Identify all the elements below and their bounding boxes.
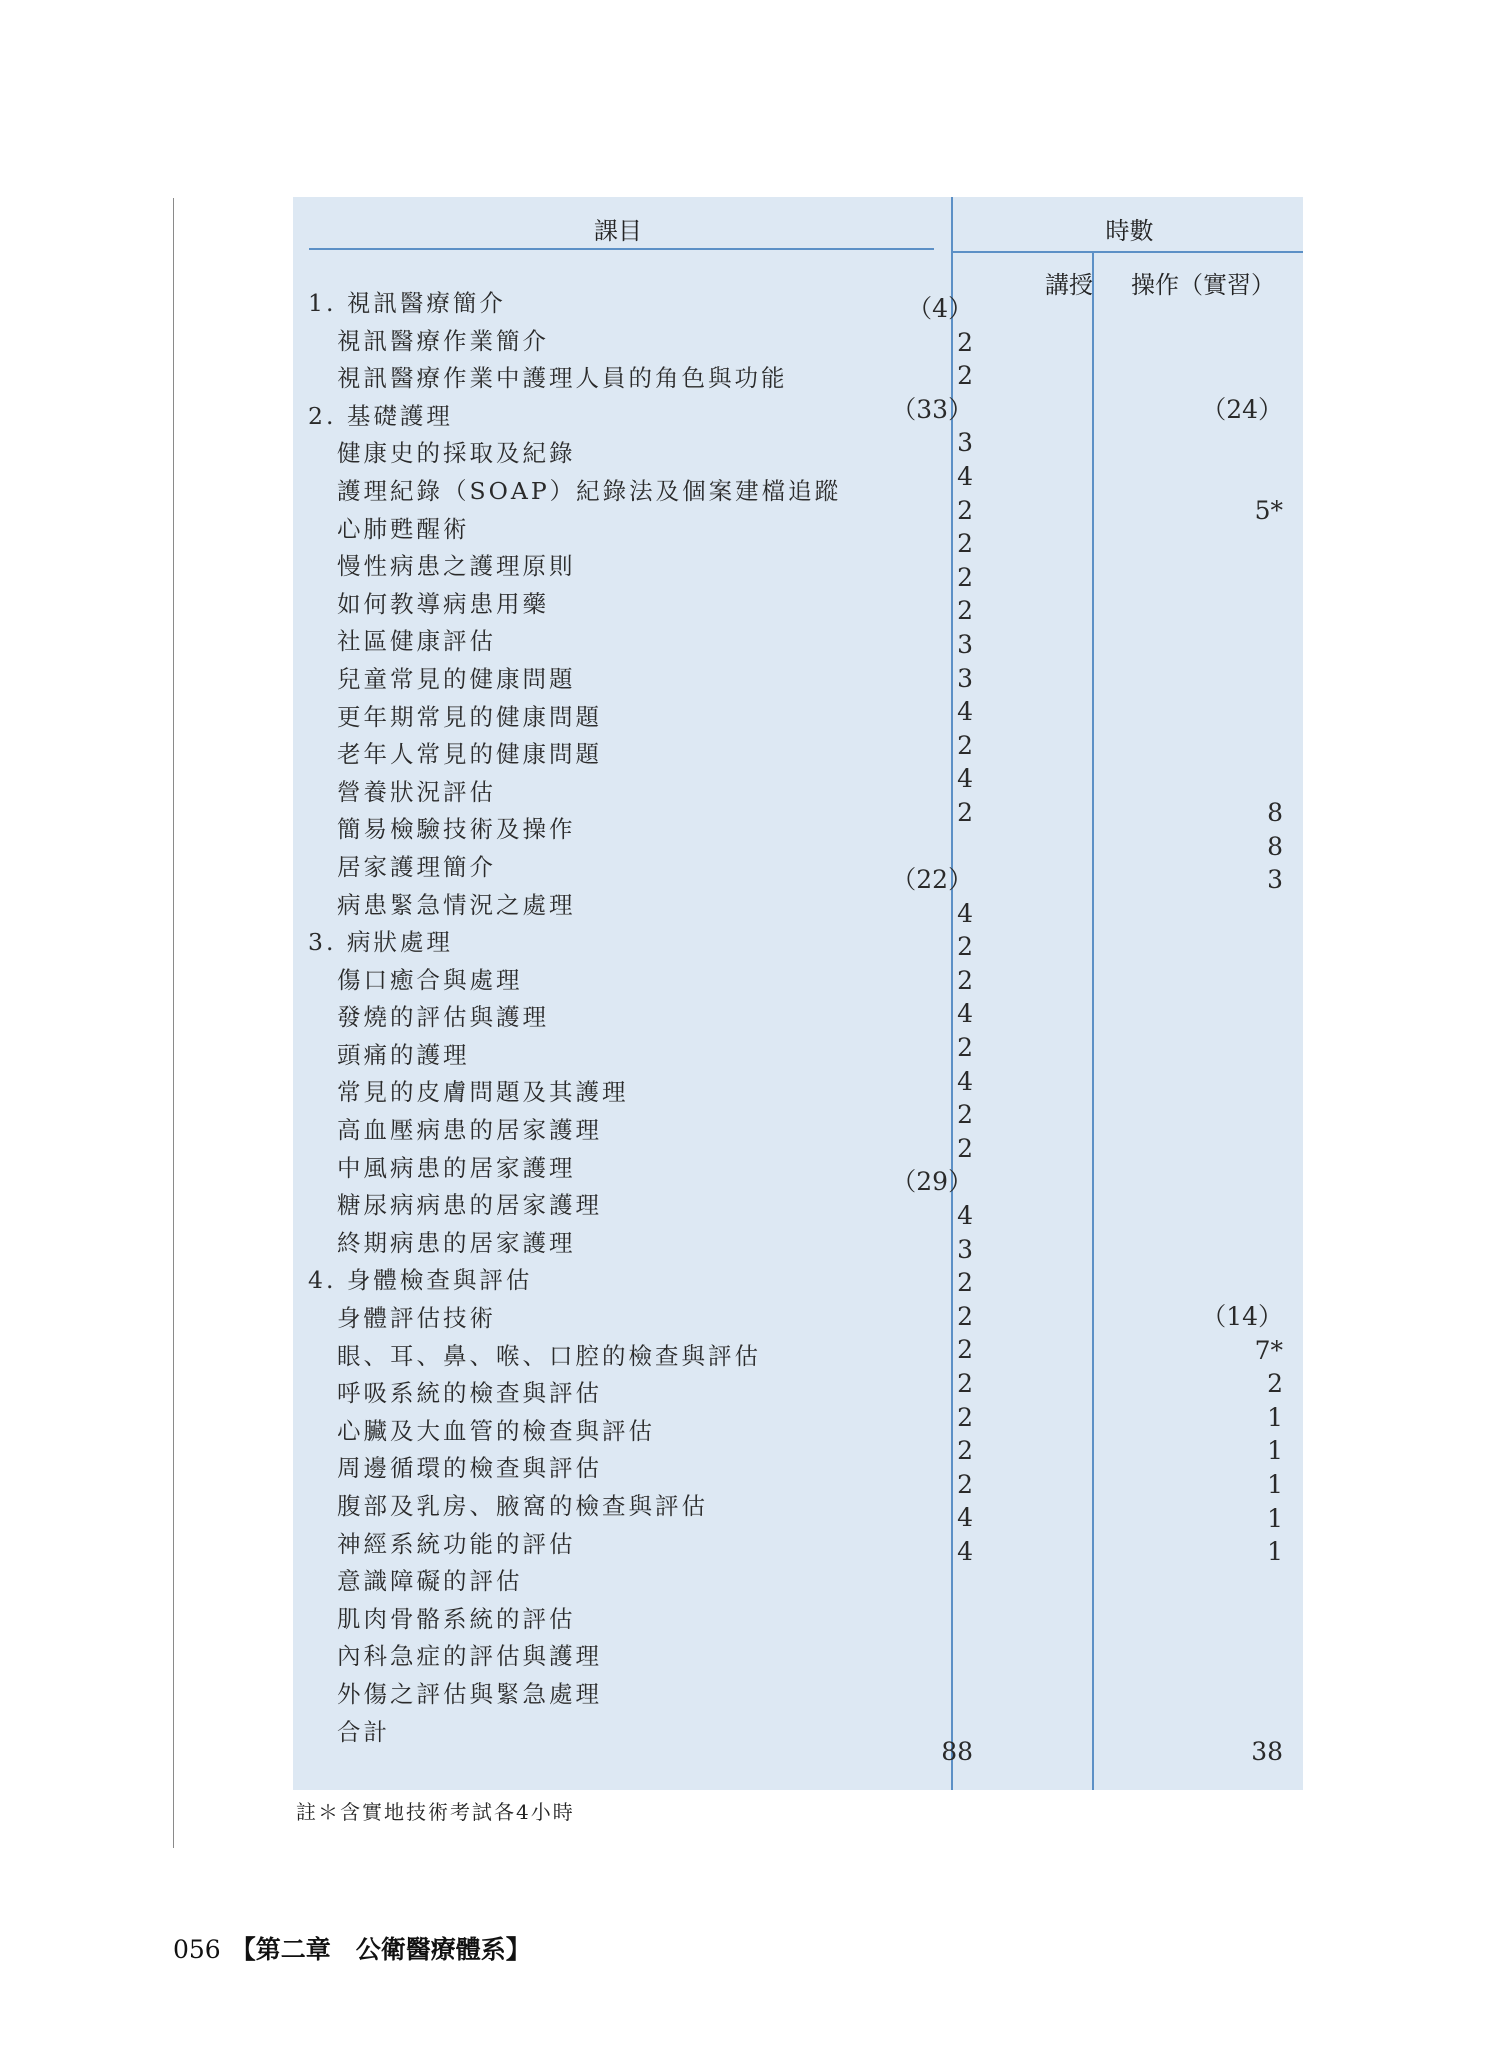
lecture-hours-cell: 2 bbox=[957, 361, 973, 391]
lecture-hours-cell: 4 bbox=[957, 697, 973, 727]
footnote: 註＊含實地技術考試各4小時 bbox=[296, 1800, 575, 1824]
practice-hours-cell: 2 bbox=[1267, 1369, 1283, 1399]
practice-hours-cell bbox=[1053, 998, 1283, 1032]
lecture-hours-cell: 3 bbox=[957, 629, 973, 659]
lecture-hours-cell: 2 bbox=[957, 1100, 973, 1130]
course-item: 健康史的採取及紀錄 bbox=[337, 439, 576, 468]
course-item: 心肺甦醒術 bbox=[337, 514, 470, 543]
header-divider-left bbox=[309, 248, 934, 250]
course-item: 如何教導病患用藥 bbox=[337, 589, 549, 618]
course-item: 常見的皮膚問題及其護理 bbox=[337, 1078, 629, 1107]
lecture-hours-cell: 2 bbox=[957, 1268, 973, 1298]
lecture-hours-cell: 4 bbox=[957, 1503, 973, 1533]
lecture-hours-cell: 2 bbox=[957, 1369, 973, 1398]
practice-hours-cell bbox=[1053, 729, 1283, 763]
margin-rule bbox=[173, 198, 174, 1848]
header-course: 課目 bbox=[594, 217, 642, 245]
lecture-hours-cell: 2 bbox=[957, 1469, 973, 1499]
course-item: 兒童常見的健康問題 bbox=[337, 664, 576, 693]
lecture-hours-column bbox=[883, 292, 973, 1569]
lecture-hours-cell: 2 bbox=[957, 1033, 973, 1063]
course-item: 身體評估技術 bbox=[337, 1304, 496, 1333]
lecture-hours-cell: 2 bbox=[957, 965, 973, 995]
course-item: 簡易檢驗技術及操作 bbox=[337, 815, 576, 844]
course-hours-table bbox=[293, 197, 1303, 1790]
course-list bbox=[293, 285, 943, 1751]
practice-hours-cell bbox=[1053, 561, 1283, 595]
practice-hours-cell bbox=[1053, 1233, 1283, 1267]
practice-hours-cell bbox=[1053, 763, 1283, 797]
course-item: 慢性病患之護理原則 bbox=[337, 552, 576, 581]
course-item: 傷口癒合與處理 bbox=[337, 965, 523, 994]
header-hours: 時數 bbox=[1105, 217, 1154, 245]
lecture-hours-cell: 2 bbox=[957, 932, 973, 962]
course-section: 3. 病狀處理 bbox=[308, 928, 453, 957]
practice-hours-cell bbox=[1053, 931, 1283, 965]
course-item: 合計 bbox=[337, 1717, 390, 1746]
course-item: 居家護理簡介 bbox=[337, 852, 496, 881]
header-divider-right bbox=[953, 251, 1303, 253]
practice-hours-cell: 7* bbox=[1254, 1335, 1283, 1365]
practice-hours-cell: 1 bbox=[1267, 1402, 1283, 1432]
header-lecture: 講授 bbox=[1045, 271, 1093, 299]
course-item: 呼吸系統的檢查與評估 bbox=[337, 1379, 602, 1408]
lecture-hours-cell: 2 bbox=[957, 562, 973, 592]
course-item: 視訊醫療作業簡介 bbox=[337, 326, 549, 355]
course-item: 老年人常見的健康問題 bbox=[337, 740, 602, 769]
practice-hours-cell bbox=[1053, 695, 1283, 729]
course-section: 1. 視訊醫療簡介 bbox=[308, 289, 506, 317]
course-item: 護理紀錄（SOAP）紀錄法及個案建檔追蹤 bbox=[337, 476, 842, 505]
practice-hours-cell bbox=[1053, 1266, 1283, 1300]
total-practice: 38 bbox=[1251, 1737, 1283, 1766]
course-item: 高血壓病患的居家護理 bbox=[337, 1116, 602, 1145]
practice-hours-cell bbox=[1053, 427, 1283, 461]
course-item: 肌肉骨骼系統的評估 bbox=[337, 1604, 576, 1633]
practice-hours-cell bbox=[1053, 460, 1283, 494]
lecture-hours-cell: 4 bbox=[957, 898, 973, 928]
course-item: 外傷之評估與緊急處理 bbox=[337, 1679, 602, 1708]
course-section: 2. 基礎護理 bbox=[308, 401, 453, 430]
practice-hours-cell: 3 bbox=[1267, 865, 1283, 895]
lecture-hours-cell: （29） bbox=[891, 1167, 973, 1197]
practice-hours-cell bbox=[1053, 1098, 1283, 1132]
practice-hours-cell: 1 bbox=[1267, 1503, 1283, 1533]
practice-hours-cell bbox=[1053, 1065, 1283, 1099]
practice-hours-cell: 1 bbox=[1267, 1537, 1283, 1567]
practice-hours-cell bbox=[1053, 1132, 1283, 1166]
course-item: 病患緊急情況之處理 bbox=[337, 890, 576, 919]
chapter-title: 【第二章 公衛醫療體系】 bbox=[230, 1935, 531, 1964]
course-item: 中風病患的居家護理 bbox=[337, 1153, 576, 1182]
practice-hours-cell: 1 bbox=[1267, 1436, 1283, 1466]
lecture-hours-cell: 2 bbox=[957, 797, 973, 827]
lecture-hours-cell: 2 bbox=[957, 1133, 973, 1163]
lecture-hours-cell: 3 bbox=[957, 1234, 973, 1264]
course-item: 更年期常見的健康問題 bbox=[337, 702, 602, 731]
lecture-hours-cell: （22） bbox=[891, 865, 973, 895]
practice-hours-cell bbox=[1053, 1031, 1283, 1065]
lecture-hours-cell: 4 bbox=[957, 1536, 973, 1566]
lecture-hours-cell: 4 bbox=[957, 461, 973, 491]
practice-hours-column bbox=[1053, 393, 1283, 1569]
practice-hours-cell: （14） bbox=[1201, 1302, 1283, 1332]
course-item: 腹部及乳房、腋窩的檢查與評估 bbox=[337, 1492, 708, 1520]
course-item: 內科急症的評估與護理 bbox=[337, 1642, 602, 1671]
course-item: 糖尿病病患的居家護理 bbox=[337, 1191, 602, 1220]
lecture-hours-cell: （33） bbox=[891, 394, 973, 424]
practice-hours-cell bbox=[1053, 1166, 1283, 1200]
lecture-hours-cell: 4 bbox=[957, 764, 973, 794]
lecture-hours-cell: 2 bbox=[957, 730, 973, 760]
practice-hours-cell bbox=[1053, 964, 1283, 998]
practice-hours-cell bbox=[1053, 897, 1283, 931]
course-item: 終期病患的居家護理 bbox=[337, 1228, 576, 1257]
practice-hours-cell: 1 bbox=[1267, 1470, 1283, 1499]
lecture-hours-cell: （4） bbox=[907, 294, 973, 323]
header-practice: 操作（實習） bbox=[1131, 271, 1275, 299]
lecture-hours-cell: 4 bbox=[957, 1201, 973, 1231]
course-item: 心臟及大血管的檢查與評估 bbox=[337, 1416, 655, 1445]
practice-hours-cell bbox=[1053, 595, 1283, 629]
lecture-hours-cell: 2 bbox=[957, 327, 973, 357]
lecture-hours-cell: 4 bbox=[957, 999, 973, 1029]
course-item: 周邊循環的檢查與評估 bbox=[337, 1454, 602, 1483]
course-item: 頭痛的護理 bbox=[337, 1040, 470, 1069]
practice-hours-cell bbox=[1053, 527, 1283, 561]
course-section: 4. 身體檢查與評估 bbox=[308, 1266, 533, 1295]
lecture-hours-cell: 2 bbox=[957, 1335, 973, 1365]
lecture-hours-cell: 2 bbox=[957, 529, 973, 559]
page-footer bbox=[173, 1930, 531, 1966]
lecture-hours-cell: 2 bbox=[957, 596, 973, 626]
course-item: 眼、耳、鼻、喉、口腔的檢查與評估 bbox=[337, 1341, 761, 1370]
course-item: 意識障礙的評估 bbox=[337, 1567, 523, 1596]
lecture-hours-cell: 4 bbox=[957, 1066, 973, 1096]
course-item: 神經系統功能的評估 bbox=[337, 1529, 576, 1558]
page-number: 056 bbox=[173, 1935, 221, 1964]
practice-hours-cell bbox=[1053, 1199, 1283, 1233]
course-item: 發燒的評估與護理 bbox=[337, 1003, 549, 1032]
total-lecture: 88 bbox=[941, 1737, 973, 1766]
lecture-hours-cell: 3 bbox=[957, 428, 973, 458]
practice-hours-cell bbox=[1053, 628, 1283, 662]
practice-hours-cell: 8 bbox=[1267, 798, 1283, 828]
course-item: 營養狀況評估 bbox=[337, 777, 496, 806]
lecture-hours-cell: 2 bbox=[957, 1436, 973, 1466]
practice-hours-cell: 5* bbox=[1254, 495, 1283, 525]
lecture-hours-cell: 3 bbox=[957, 663, 973, 693]
practice-hours-cell bbox=[1053, 662, 1283, 696]
lecture-hours-cell: 2 bbox=[957, 495, 973, 525]
lecture-hours-cell: 2 bbox=[957, 1402, 973, 1432]
course-item: 社區健康評估 bbox=[337, 627, 496, 656]
lecture-hours-cell: 2 bbox=[957, 1301, 973, 1331]
lecture-hours-cell bbox=[883, 830, 973, 864]
course-item: 視訊醫療作業中護理人員的角色與功能 bbox=[337, 364, 788, 393]
practice-hours-cell: 8 bbox=[1267, 831, 1283, 861]
practice-hours-cell: （24） bbox=[1201, 395, 1283, 424]
